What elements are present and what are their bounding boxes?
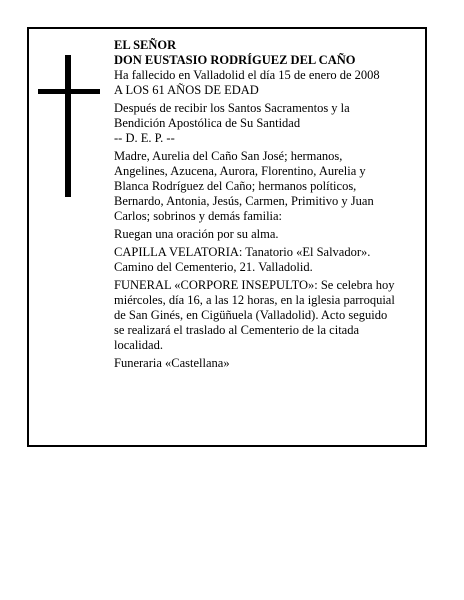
chapel-line-1: CAPILLA VELATORIA: Tanatorio «El Salvador».: [114, 245, 371, 259]
funeral-line-3: de San Ginés, en Cigüñuela (Valladolid). Acto seguido: [114, 308, 388, 322]
age-line: A LOS 61 AÑOS DE EDAD: [114, 83, 259, 97]
funeral-home-line: Funeraria «Castellana»: [114, 356, 230, 370]
prayer-line: Ruegan una oración por su alma.: [114, 227, 279, 241]
funeral-line-4: se realizará el traslado al Cementerio de la citada: [114, 323, 360, 337]
family-line-5: Carlos; sobrinos y demás familia:: [114, 209, 283, 223]
rip-line: -- D. E. P. --: [114, 131, 175, 145]
chapel-line-2: Camino del Cementerio, 21. Valladolid.: [114, 260, 313, 274]
family-line-1: Madre, Aurelia del Caño San José; hermanos,: [114, 149, 343, 163]
sacraments-line-1: Después de recibir los Santos Sacramentos y la: [114, 101, 350, 115]
deceased-title: EL SEÑOR: [114, 38, 177, 52]
cross-icon: [38, 55, 100, 197]
family-line-2: Angelines, Azucena, Aurora, Florentino, Aurelia y: [114, 164, 366, 178]
obituary-text: [114, 38, 424, 371]
cross-horizontal-bar: [38, 89, 100, 94]
funeral-line-5: localidad.: [114, 338, 163, 352]
death-date-line: Ha fallecido en Valladolid el día 15 de enero de 2008: [114, 68, 380, 82]
cross-vertical-bar: [65, 55, 71, 197]
family-line-4: Bernardo, Antonia, Jesús, Carmen, Primitivo y Juan: [114, 194, 374, 208]
sacraments-line-2: Bendición Apostólica de Su Santidad: [114, 116, 301, 130]
funeral-line-2: miércoles, día 16, a las 12 horas, en la iglesia parroquial: [114, 293, 395, 307]
family-line-3: Blanca Rodríguez del Caño; hermanos políticos,: [114, 179, 357, 193]
funeral-line-1: FUNERAL «CORPORE INSEPULTO»: Se celebra hoy: [114, 278, 395, 292]
deceased-name: DON EUSTASIO RODRÍGUEZ DEL CAÑO: [114, 53, 356, 67]
